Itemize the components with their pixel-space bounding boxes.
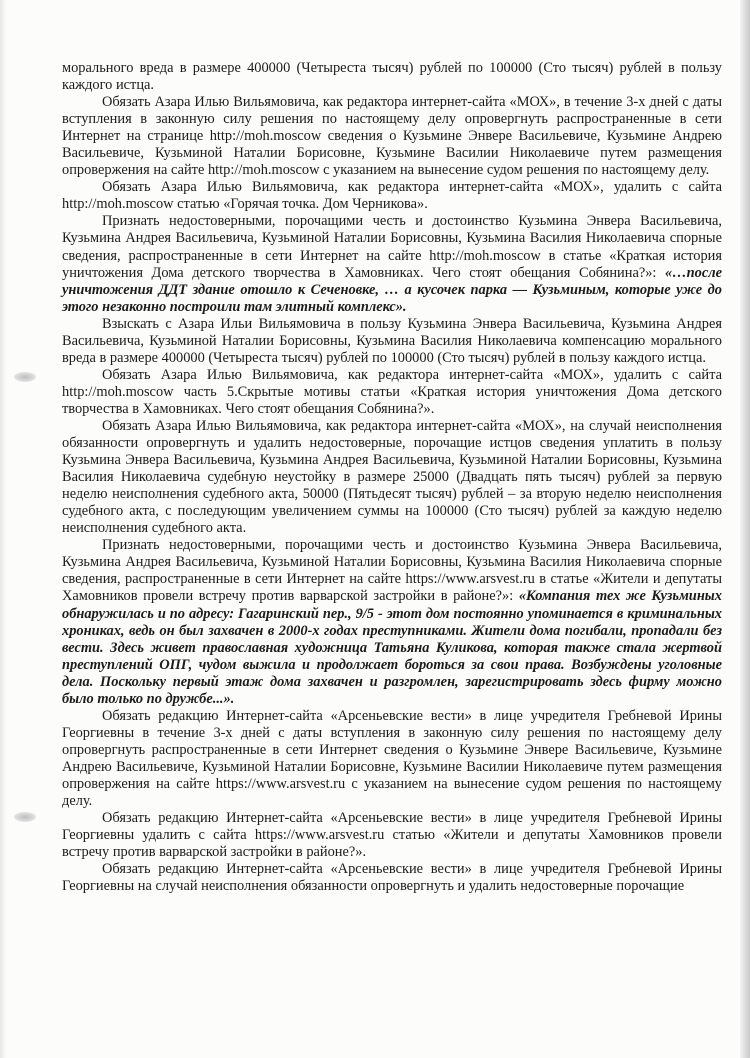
paragraph-text: Обязать редакцию Интернет-сайта «Арсеньевские вести» в лице учредителя Гребневой Ирины Георгиевны удалить с сайта https://www.arsvest.ru статью «Жители и депутаты Хамовников провели встречу против варварской застройки в районе?». [62, 810, 722, 861]
page-left-edge [0, 0, 6, 1058]
paragraph-text: Признать недостоверными, порочащими честь и достоинство Кузьмина Энвера Васильевича, Кузьмина Андрея Васильевича, Кузьминой Наталии Борисовны, Кузьмина Василия Николаевича спорные сведения, распространенные в сети Интернет на сайте http://moh.moscow в статье «Краткая история уничтожения Дома детского творчества в Хамовниках. Чего стоят обещания Собянина?»: [62, 213, 722, 281]
paragraph-text: морального вреда в размере 400000 (Четыреста тысяч) рублей по 100000 (Сто тысяч) рублей в пользу каждого истца. [62, 60, 722, 94]
paragraph-text: Обязать Азара Илью Вильямовича, как редактора интернет-сайта «МОХ», удалить с сайта http://moh.moscow часть 5.Скрытые мотивы статьи «Краткая история уничтожения Дома детского творчества в Хамовниках. Чего стоят обещания Собянина?». [62, 366, 722, 417]
document-body [62, 60, 722, 895]
paragraph [62, 708, 722, 810]
paragraph [62, 316, 722, 367]
punch-hole-mark [14, 372, 36, 382]
paragraph [62, 60, 722, 94]
page-right-edge [740, 0, 750, 1058]
paragraph-text: Обязать редакцию Интернет-сайта «Арсеньевские вести» в лице учредителя Гребневой Ирины Георгиевны в течение 3-х дней с даты вступления в законную силу решения по настоящему делу опровергнуть распространенные в сети Интернет сведения о Кузьмине Энвере Васильевиче, Кузьмине Андрею Васильевиче, Кузьминой Наталии Борисовне, Кузьмине Василии Николаевиче путем размещения опровержения на сайте https://www.arsvest.ru с указанием на вынесение судом решения по настоящему делу. [62, 707, 722, 810]
quoted-statement: «Компания тех же Кузьминых обнаружилась и по адресу: Гагаринский пер., 9/5 - этот дом постоянно упоминается в криминальных хрониках, ведь он был захвачен в 2000-х годах преступниками. Жители дома погибали, пропадали без вести. Здесь живет православная художница Татьяна Куликова, которая также стала жертвой преступлений ОПГ, чудом выжила и продолжает бороться за свои права. Возбуждены уголовные дела. Поскольку первый этаж дома захвачен и разгромлен, зарегистрировать здесь фирму можно было только по дружбе...». [62, 588, 722, 707]
paragraph [62, 810, 722, 861]
paragraph [62, 537, 722, 707]
punch-hole-mark [14, 812, 36, 822]
quoted-statement: «…после уничтожения ДДТ здание отошло к Сеченовке, … а кусочек парка — Кузьминым, которые уже до этого незаконно построили там элитный комплекс». [62, 264, 722, 315]
paragraph [62, 861, 722, 895]
paragraph [62, 213, 722, 315]
paragraph-text: Обязать Азара Илью Вильямовича, как редактора интернет-сайта «МОХ», удалить с сайта http://moh.moscow статью «Горячая точка. Дом Черникова». [62, 179, 722, 213]
paragraph-text: Признать недостоверными, порочащими честь и достоинство Кузьмина Энвера Васильевича, Кузьмина Андрея Васильевича, Кузьминой Наталии Борисовны, Кузьмина Василия Николаевича спорные сведения, распространенные в сети Интернет на сайте https://www.arsvest.ru в статье «Жители и депутаты Хамовников провели встречу против варварской застройки в районе?»: [62, 537, 722, 605]
paragraph-text: Обязать Азара Илью Вильямовича, как редактора интернет-сайта «МОХ», в течение 3-х дней с даты вступления в законную силу решения по настоящему делу опровергнуть распространенные в сети Интернет на странице http://moh.moscow сведения о Кузьмине Энвере Васильевиче, Кузьмине Андрею Васильевиче, Кузьминой Наталии Борисовне, Кузьмине Василии Николаевиче путем размещения опровержения на сайте http://moh.moscow с указанием на вынесение судом решения по настоящему делу. [62, 94, 722, 179]
paragraph [62, 418, 722, 537]
paragraph [62, 367, 722, 418]
paragraph [62, 94, 722, 179]
paragraph-text: Взыскать с Азара Ильи Вильямовича в пользу Кузьмина Энвера Васильевича, Кузьмина Андрея Васильевича, Кузьминой Наталии Борисовны, Кузьмина Василия Николаевича компенсацию морального вреда в размере 400000 (Четыреста тысяч) рублей по 100000 (Сто тысяч) рублей в пользу каждого истца. [62, 315, 722, 366]
paragraph [62, 179, 722, 213]
paragraph-text: Обязать редакцию Интернет-сайта «Арсеньевские вести» в лице учредителя Гребневой Ирины Георгиевны на случай неисполнения обязанности опровергнуть и удалить недостоверные порочащие [62, 861, 722, 895]
paragraph-text: Обязать Азара Илью Вильямовича, как редактора интернет-сайта «МОХ», на случай неисполнения обязанности опровергнуть и удалить недостоверные, порочащие истцов сведения уплатить в пользу Кузьмина Энвера Васильевича, Кузьмина Андрея Васильевича, Кузьминой Наталии Борисовны, Кузьмина Василия Николаевича судебную неустойку в размере 25000 (Двадцать пять тысяч) рублей за первую неделю неисполнения судебного акта, 50000 (Пятьдесят тысяч) рублей – за вторую неделю неисполнения судебного акта, с последующим увеличением суммы на 100000 (Сто тысяч) рублей за каждую неделю неисполнения судебного акта. [62, 417, 722, 537]
